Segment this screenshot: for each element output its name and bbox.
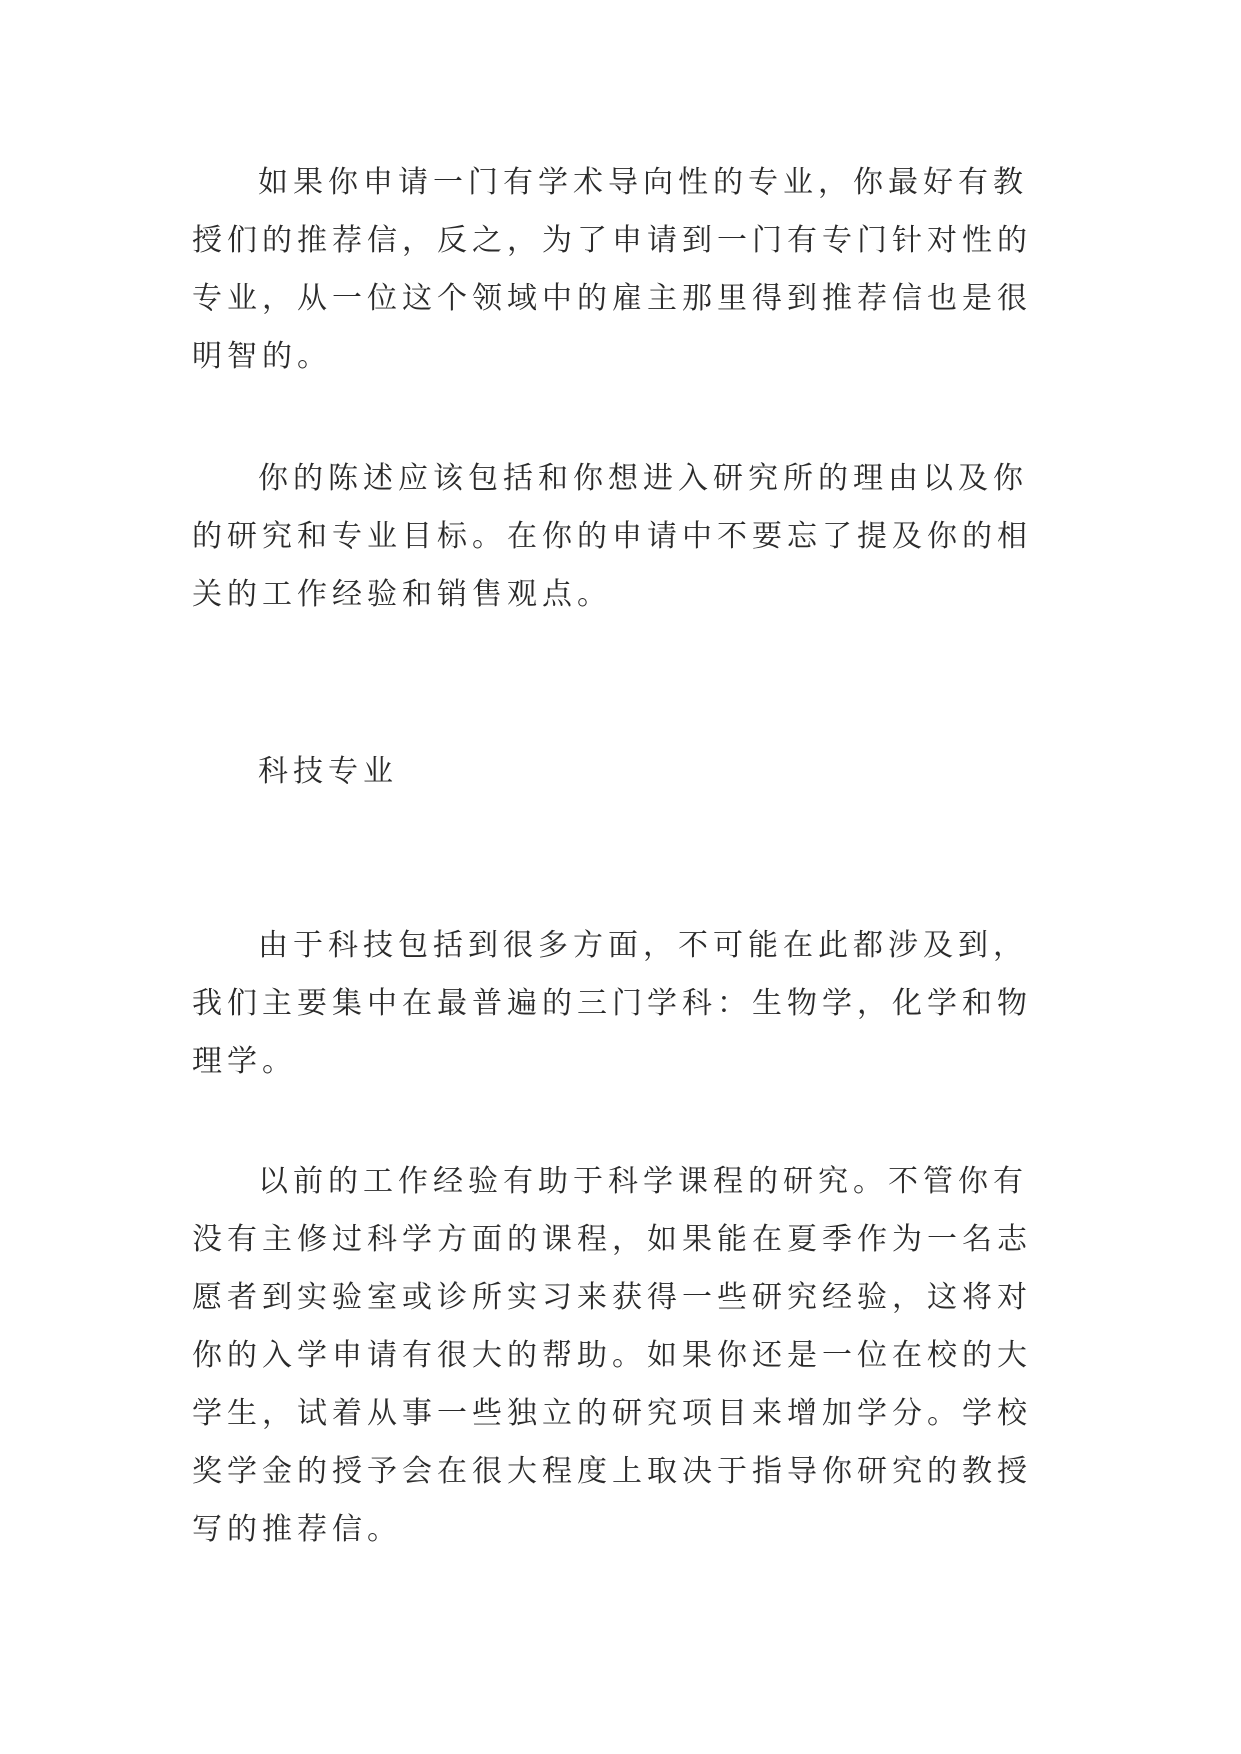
paragraph-science-scope: 由于科技包括到很多方面，不可能在此都涉及到，我们主要集中在最普遍的三门学科：生物学，化学和物理学。 [192,928,1032,1079]
section-heading-science: 科技专业 [258,754,398,789]
paragraph-research-experience: 以前的工作经验有助于科学课程的研究。不管你有没有主修过科学方面的课程，如果能在夏季作为一名志愿者到实验室或诊所实习来获得一些研究经验，这将对你的入学申请有很大的帮助。如果你还是一位在校的大学生，试着从事一些独立的研究项目来增加学分。学校奖学金的授予会在很大程度上取决于指导你研究的教授写的推荐信。 [192,1164,1032,1547]
paragraph-personal-statement: 你的陈述应该包括和你想进入研究所的理由以及你的研究和专业目标。在你的申请中不要忘了提及你的相关的工作经验和销售观点。 [192,461,1032,612]
paragraph-recommendation-letters: 如果你申请一门有学术导向性的专业，你最好有教授们的推荐信，反之，为了申请到一门有专门针对性的专业，从一位这个领域中的雇主那里得到推荐信也是很明智的。 [192,165,1032,374]
